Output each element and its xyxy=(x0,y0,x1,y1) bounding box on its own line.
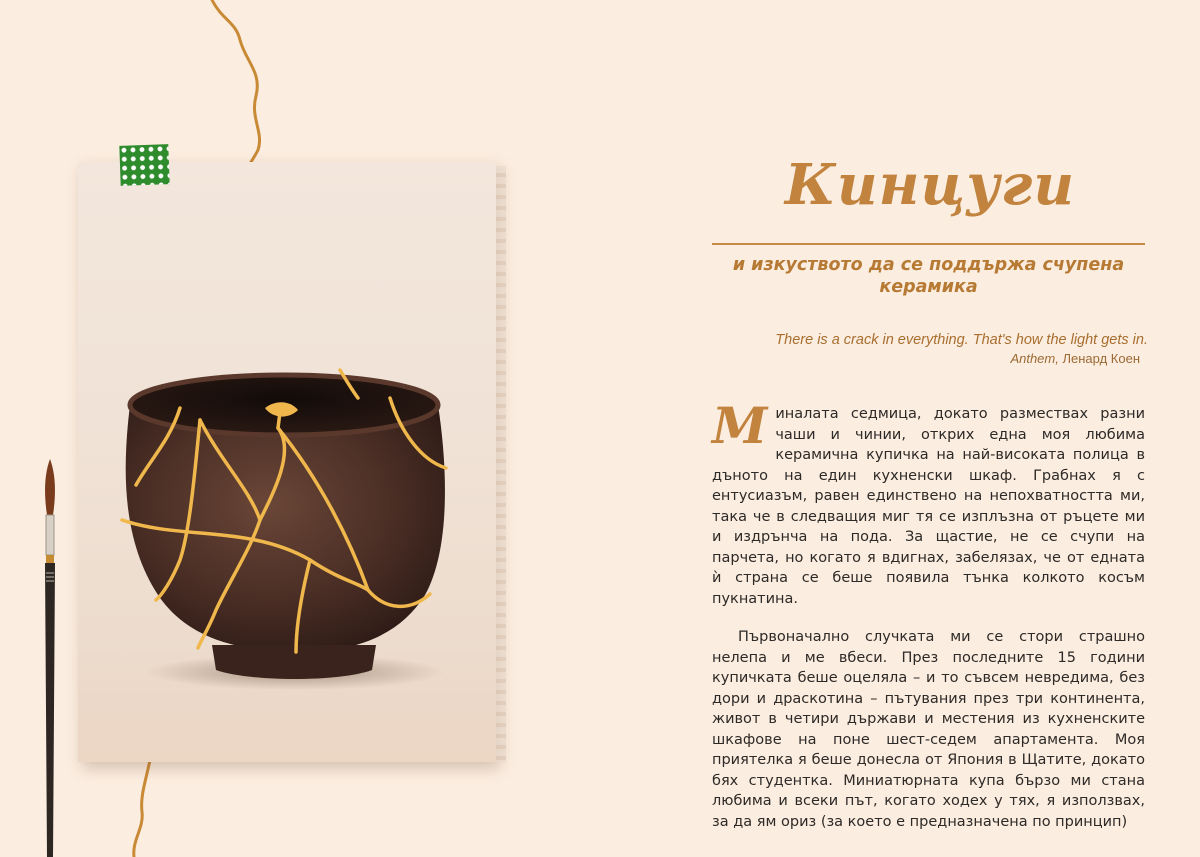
paragraph-1-text: иналата седмица, докато размествах разни чаши и чинии, открих една моя любима керамична купичка на най-високата полица в дъното на един кухненски шкаф. Грабнах я с ентусиазъм, равен единствено на непохватността ми, така че в следващия миг тя се изплъзна от ръцете ми и издрънча на пода. За щастие, не се счупи на парчета, но когато я вдигнах, забелязах, че от едната ѝ страна се беше появила тънка колкото косъм пукнатина. xyxy=(712,406,1145,607)
kintsugi-bowl-illustration xyxy=(100,350,480,710)
epigraph-source xyxy=(712,350,1148,368)
article-subtitle: и изкуството да се поддържа счупена керамика xyxy=(732,255,1125,297)
article-body xyxy=(712,396,1145,850)
drop-cap: М xyxy=(712,396,768,455)
epigraph-quote: There is a crack in everything. That's how the light gets in. xyxy=(775,332,1148,348)
paragraph-2: Първоначално случката ми се стори страшно нелепа и ме вбеси. През последните 15 години купичката беше оцеляла – и то съвсем невредима, без дори и драскотина – пътувания през три континента, живот в четири държави и местения из кухненските шкафове на поне шест-седем апартамента. Моя приятелка я беше донесла от Япония в Щатите, докато бях студентка. Миниатюрната купа бързо ми стана любима и всеки път, когато ходех у тях, я използвах, за да ям ориз (за което е предназначена по принцип) xyxy=(712,629,1145,830)
epigraph xyxy=(712,330,1148,368)
epigraph-work: Anthem, xyxy=(1010,351,1059,366)
washi-tape xyxy=(119,144,169,186)
paragraph-1 xyxy=(712,396,1145,609)
paper-torn-edge xyxy=(496,166,506,762)
paint-brush-illustration xyxy=(30,455,70,857)
right-page xyxy=(600,0,1200,857)
article-title: Кинцуги xyxy=(784,152,1076,218)
title-divider xyxy=(712,243,1145,245)
epigraph-author: Ленард Коен xyxy=(1062,351,1140,366)
